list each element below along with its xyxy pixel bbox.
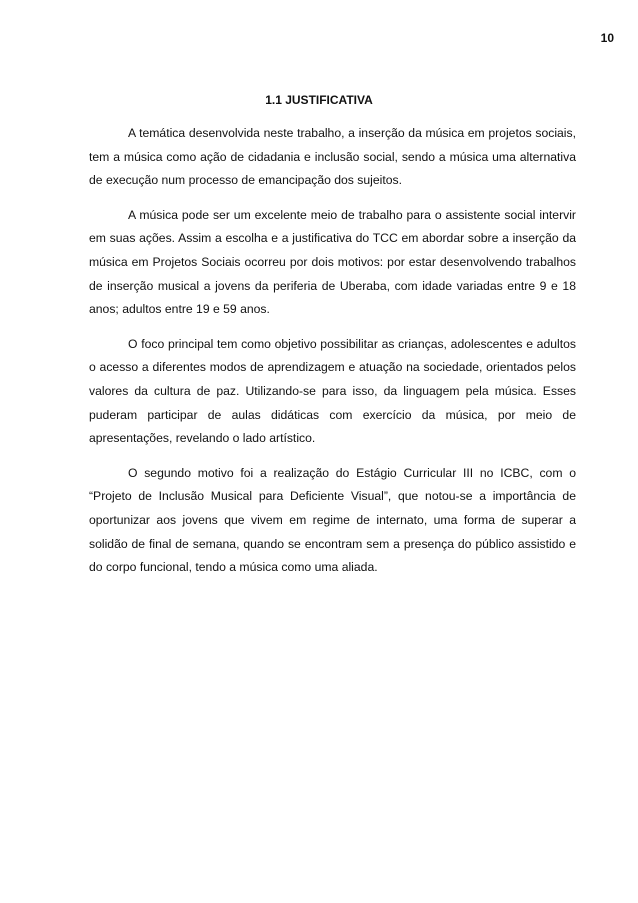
- paragraph-1: A temática desenvolvida neste trabalho, a inserção da música em projetos sociais, tem a música como ação de cidadania e inclusão social, sendo a música uma alternativa de execução num processo de emancipação dos sujeitos.: [89, 126, 576, 188]
- section-heading: 1.1 JUSTIFICATIVA: [265, 93, 373, 107]
- paragraph-3: O foco principal tem como objetivo possibilitar as crianças, adolescentes e adultos o acesso a diferentes modos de aprendizagem e atuação na sociedade, orientados pelos valores da cultura de paz. Utilizando-se para isso, da linguagem pela música. Esses puderam participar de aulas didáticas com exercício da música, por meio de apresentações, revelando o lado artístico.: [89, 336, 576, 446]
- body-text: [89, 122, 576, 591]
- paragraph-4: O segundo motivo foi a realização do Estágio Curricular III no ICBC, com o “Projeto de Inclusão Musical para Deficiente Visual”, que notou-se a importância de oportunizar aos jovens que vivem em regime de internato, uma forma de superar a solidão de final de semana, quando se encontram sem a presença do público assistido e do corpo funcional, tendo a música como uma aliada.: [89, 465, 576, 575]
- page-number: 10: [600, 31, 614, 45]
- paragraph-2: A música pode ser um excelente meio de trabalho para o assistente social intervir em suas ações. Assim a escolha e a justificativa do TCC em abordar sobre a inserção da música em Projetos Sociais ocorreu por dois motivos: por estar desenvolvendo trabalhos de inserção musical a jovens da periferia de Uberaba, com idade variadas entre 9 e 18 anos; adultos entre 19 e 59 anos.: [89, 207, 576, 317]
